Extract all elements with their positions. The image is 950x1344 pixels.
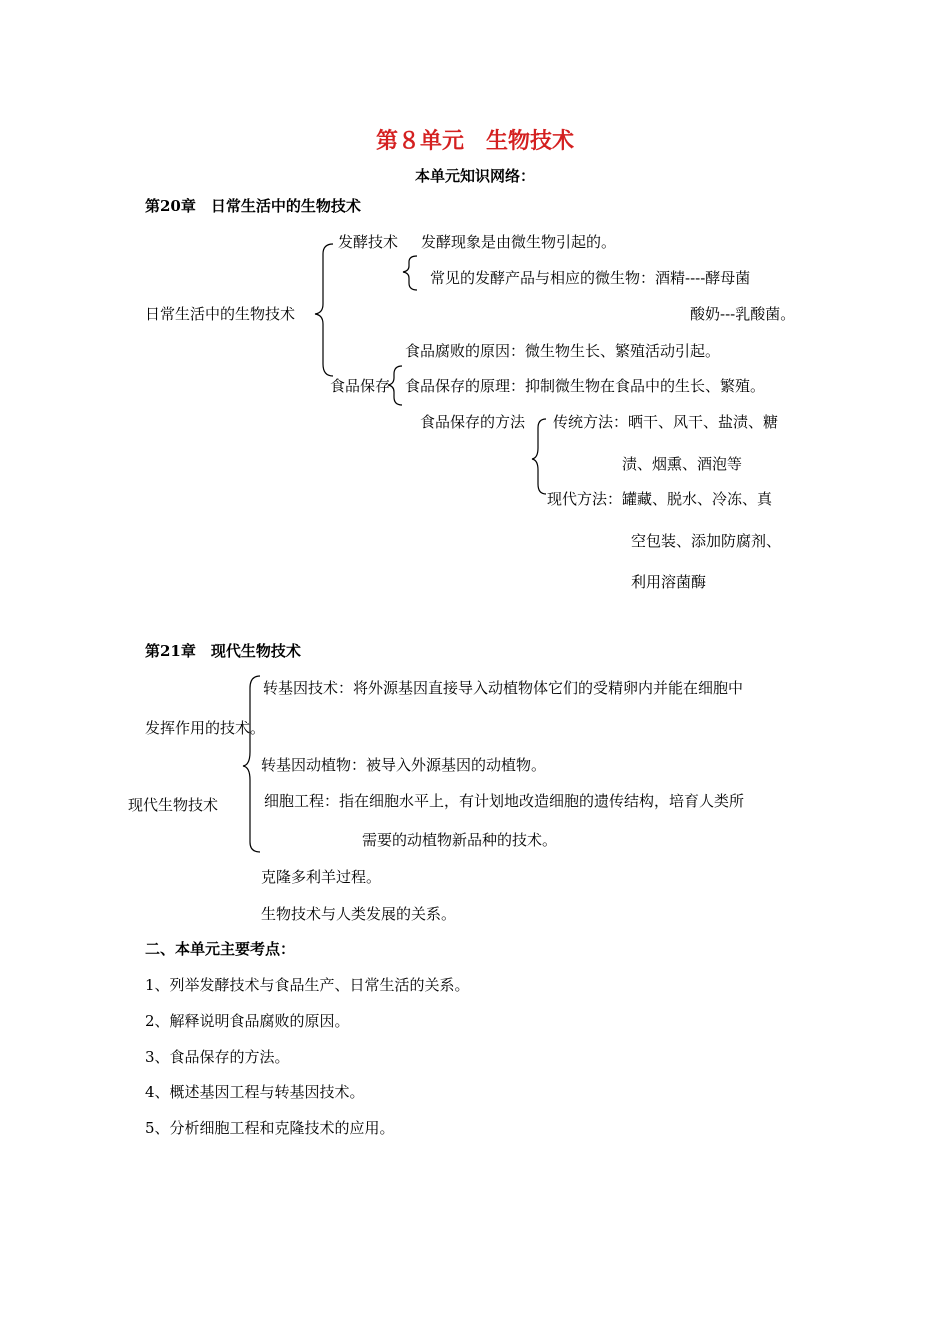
page-title: 第８单元 生物技术 [375, 129, 574, 154]
ch21-root: 现代生物技术 [128, 796, 219, 814]
modern-method-2: 空包装、添加防腐剂、 [631, 532, 782, 550]
fermentation-line2: 常见的发酵产品与相应的微生物：酒精----酵母菌 [430, 269, 751, 287]
brace-methods [532, 419, 546, 494]
transgenic-organism: 转基因动植物：被导入外源基因的动植物。 [261, 756, 547, 774]
traditional-method-2: 渍、烟熏、酒泡等 [622, 455, 743, 473]
fermentation-line1: 发酵现象是由微生物引起的。 [421, 233, 617, 251]
brace-fermentation [403, 256, 417, 290]
relation-item: 生物技术与人类发展的关系。 [261, 905, 457, 923]
preservation-cause: 食品腐败的原因：微生物生长、繁殖活动引起。 [405, 342, 721, 360]
ch20-root: 日常生活中的生物技术 [145, 305, 296, 323]
brace-ch20-root [315, 244, 333, 376]
key-point-item: 5、分析细胞工程和克隆技术的应用。 [145, 1119, 395, 1137]
chapter21-heading: 第21章 现代生物技术 [145, 642, 301, 660]
traditional-method-1: 传统方法：晒干、风干、盐渍、糖 [553, 413, 779, 431]
preservation-principle: 食品保存的原理：抑制微生物在食品中的生长、繁殖。 [405, 377, 766, 395]
brace-ch21-root [243, 676, 260, 852]
brace-preservation [388, 366, 402, 405]
key-points-heading: 二、本单元主要考点： [145, 940, 296, 958]
network-heading: 本单元知识网络： [414, 167, 535, 185]
fermentation-label: 发酵技术 [338, 233, 399, 251]
clone-item: 克隆多利羊过程。 [261, 868, 382, 886]
key-point-item: 3、食品保存的方法。 [145, 1048, 290, 1066]
modern-method-1: 现代方法：罐藏、脱水、冷冻、真 [547, 490, 773, 508]
cell-engineering-line2: 需要的动植物新品种的技术。 [362, 831, 558, 849]
transgenic-line1: 转基因技术：将外源基因直接导入动植物体它们的受精卵内并能在细胞中 [263, 679, 744, 697]
key-point-item: 4、概述基因工程与转基因技术。 [145, 1083, 365, 1101]
modern-method-3: 利用溶菌酶 [631, 573, 707, 591]
chapter20-heading: 第20章 日常生活中的生物技术 [145, 197, 361, 215]
key-point-item: 1、列举发酵技术与食品生产、日常生活的关系。 [145, 976, 470, 994]
transgenic-line2: 发挥作用的技术。 [145, 719, 266, 737]
fermentation-line3: 酸奶---乳酸菌。 [690, 305, 796, 323]
preservation-methods-label: 食品保存的方法 [420, 413, 526, 431]
key-point-item: 2、解释说明食品腐败的原因。 [145, 1012, 350, 1030]
cell-engineering-line1: 细胞工程：指在细胞水平上，有计划地改造细胞的遗传结构，培育人类所 [264, 792, 745, 810]
preservation-label: 食品保存 [330, 377, 391, 395]
